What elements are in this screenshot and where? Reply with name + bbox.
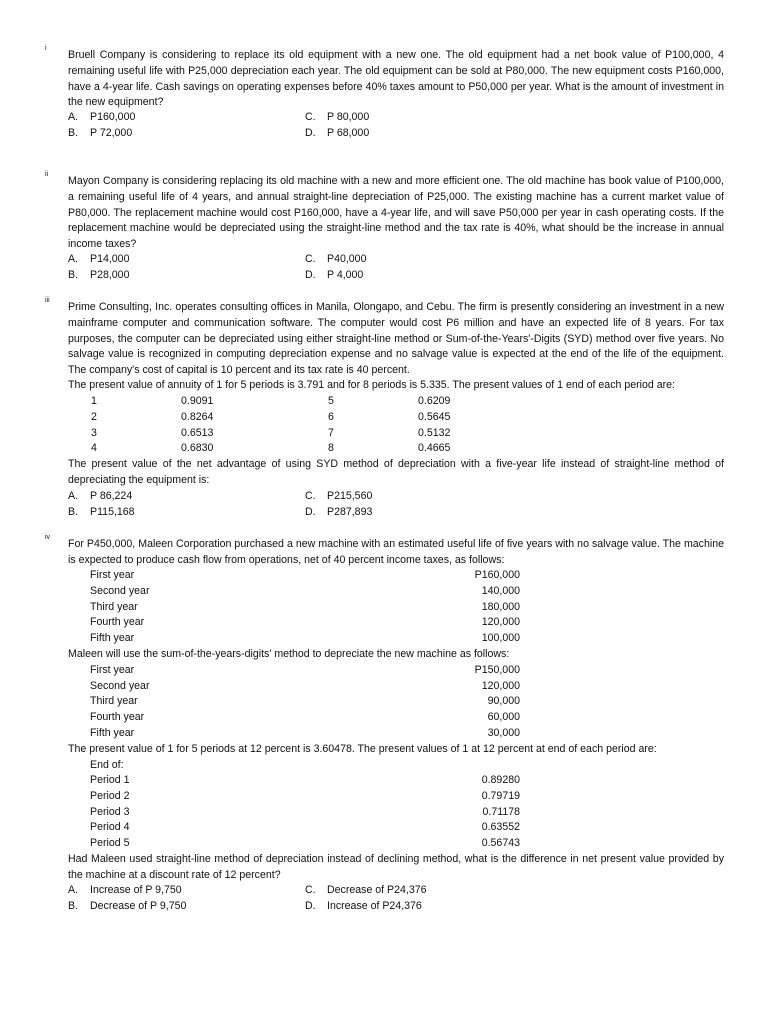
pv-table-period: 3 bbox=[91, 427, 97, 439]
depreciation-value: P150,000 bbox=[474, 664, 520, 676]
depreciation-label: Second year bbox=[90, 680, 150, 692]
question-number: iv bbox=[45, 534, 51, 541]
choice-text: P287,893 bbox=[327, 506, 373, 518]
pv-table-period: 7 bbox=[328, 427, 334, 439]
choice-letter: B. bbox=[68, 506, 79, 518]
question-prompt: Had Maleen used straight-line method of depreciation instead of declining method, what is the difference in net present value provided by the machine at a discount rate of 12 percent? bbox=[68, 853, 724, 881]
question-prompt: The present value of the net advantage of using SYD method of depreciation with a five-year life instead of straight-line method of depreciating the equipment is: bbox=[68, 458, 724, 486]
choice-d[interactable] bbox=[305, 126, 369, 142]
pv-table-value: 0.4665 bbox=[418, 442, 451, 454]
choice-a[interactable] bbox=[68, 110, 135, 126]
question-text: For P450,000, Maleen Corporation purchased a new machine with an estimated useful life of five years with no salvage value. The machine is expected to produce cash flow from operations, net of 40 percent income taxes, as follows: bbox=[68, 538, 724, 566]
choice-text: P 80,000 bbox=[327, 111, 370, 123]
period-value: 0.71178 bbox=[482, 806, 520, 818]
depreciation-value: 90,000 bbox=[487, 695, 520, 707]
period-label: Period 2 bbox=[90, 790, 130, 802]
choice-text: Decrease of P24,376 bbox=[327, 884, 427, 896]
choice-text: Increase of P24,376 bbox=[327, 900, 422, 912]
choice-text: P115,168 bbox=[90, 506, 135, 518]
syd-intro: Maleen will use the sum-of-the-years-digits' method to depreciate the new machine as follows: bbox=[68, 648, 510, 660]
depreciation-label: Third year bbox=[90, 695, 138, 707]
choice-letter: B. bbox=[68, 127, 79, 139]
choice-letter: D. bbox=[305, 506, 316, 518]
depreciation-label: First year bbox=[90, 664, 135, 676]
depreciation-value: 30,000 bbox=[487, 727, 520, 739]
choice-text: P14,000 bbox=[90, 253, 130, 265]
pv-table-period: 8 bbox=[328, 442, 334, 454]
choice-text: Decrease of P 9,750 bbox=[90, 900, 187, 912]
choice-text: P 4,000 bbox=[327, 269, 364, 281]
pv-table-period: 5 bbox=[328, 395, 334, 407]
pv-table-value: 0.5645 bbox=[418, 411, 451, 423]
pv-intro: The present value of 1 for 5 periods at 12 percent is 3.60478. The present values of 1 at 12 percent at end of each period are: bbox=[68, 743, 657, 755]
choice-a[interactable] bbox=[68, 489, 132, 505]
choice-c[interactable] bbox=[305, 252, 366, 268]
choice-d[interactable] bbox=[305, 505, 372, 521]
period-value: 0.89280 bbox=[481, 774, 520, 786]
period-label: Period 4 bbox=[90, 821, 130, 833]
choice-letter: A. bbox=[68, 111, 79, 123]
depreciation-label: Fifth year bbox=[90, 727, 135, 739]
choice-text: P 72,000 bbox=[90, 127, 133, 139]
depreciation-label: Fourth year bbox=[90, 711, 145, 723]
choice-b[interactable] bbox=[68, 268, 129, 284]
choice-text: P40,000 bbox=[327, 253, 367, 265]
choice-b[interactable] bbox=[68, 899, 186, 915]
cashflow-label: Second year bbox=[90, 585, 150, 597]
choice-letter: A. bbox=[68, 253, 79, 265]
choice-letter: C. bbox=[305, 884, 316, 896]
cashflow-label: First year bbox=[90, 569, 135, 581]
cashflow-value: 120,000 bbox=[481, 616, 520, 628]
choice-text: P28,000 bbox=[90, 269, 130, 281]
pv-table-period: 2 bbox=[91, 411, 97, 423]
cashflow-label: Fourth year bbox=[90, 616, 145, 628]
question-number: iii bbox=[45, 297, 50, 304]
choice-letter: B. bbox=[68, 269, 79, 281]
choice-letter: D. bbox=[305, 269, 316, 281]
choice-c[interactable] bbox=[305, 489, 372, 505]
choice-text: Increase of P 9,750 bbox=[90, 884, 182, 896]
period-value: 0.79719 bbox=[481, 790, 520, 802]
choice-letter: C. bbox=[305, 490, 316, 502]
depreciation-value: 60,000 bbox=[487, 711, 520, 723]
period-value: 0.63552 bbox=[481, 821, 520, 833]
choice-d[interactable] bbox=[305, 899, 422, 915]
choice-letter: D. bbox=[305, 900, 316, 912]
pv-table-value: 0.8264 bbox=[181, 411, 214, 423]
question-text: Mayon Company is considering replacing its old machine with a new and more efficient one. The old machine has book value of P100,000, a remaining useful life of 4 years, and annual straight-line depreciation of P25,000. The existing machine has a current market value of P80,000. The replacement machine would cost P160,000, have a 4-year life, and will save P50,000 per year in cash operating costs. If the replacement machine would be depreciated using the straight-line method and the tax rate is 40%, what should be the increase in annual income taxes? bbox=[68, 175, 724, 251]
question-text: Bruell Company is considering to replace its old equipment with a new one. The old equipment had a net book value of P100,000, 4 remaining useful life with P25,000 depreciation each year. The old equipment can be sold at P80,000. The new equipment costs P160,000, have a 4-year life. Cash savings on operating expenses before 40% taxes amount to P50,000 per year. What is the amount of investment in the new equipment? bbox=[68, 49, 724, 109]
choice-letter: B. bbox=[68, 900, 79, 912]
choice-letter: C. bbox=[305, 111, 316, 123]
end-of-label: End of: bbox=[90, 759, 124, 771]
choice-text: P215,560 bbox=[327, 490, 373, 502]
choice-d[interactable] bbox=[305, 268, 363, 284]
choice-c[interactable] bbox=[305, 110, 369, 126]
choice-letter: A. bbox=[68, 884, 79, 896]
cashflow-label: Third year bbox=[90, 601, 138, 613]
question-number: i bbox=[45, 45, 47, 52]
pv-table-period: 1 bbox=[91, 395, 97, 407]
pv-table-value: 0.6830 bbox=[181, 442, 214, 454]
pv-table-period: 6 bbox=[328, 411, 334, 423]
choice-c[interactable] bbox=[305, 883, 427, 899]
period-value: 0.56743 bbox=[481, 837, 520, 849]
cashflow-value: 100,000 bbox=[481, 632, 520, 644]
cashflow-value: 140,000 bbox=[481, 585, 520, 597]
choice-text: P 68,000 bbox=[327, 127, 370, 139]
depreciation-value: 120,000 bbox=[481, 680, 520, 692]
pv-table-value: 0.6209 bbox=[418, 395, 451, 407]
period-label: Period 3 bbox=[90, 806, 130, 818]
pv-table-value: 0.5132 bbox=[418, 427, 451, 439]
question-text: Prime Consulting, Inc. operates consulting offices in Manila, Olongapo, and Cebu. The firm is presently considering an investment in a new mainframe computer and communication software. The computer would cost P6 million and have an expected life of 8 years. For tax purposes, the computer can be depreciated using either straight-line method or Sum-of-the-Years'-Digits (SYD) method over five years. No salvage value is recognized in computing depreciation expense and no salvage value is expected at the end of the life of the equipment. The company's cost of capital is 10 percent and its tax rate is 40 percent. bbox=[68, 301, 724, 377]
question-number: ii bbox=[45, 171, 49, 178]
cashflow-value: P160,000 bbox=[474, 569, 520, 581]
choice-text: P 86,224 bbox=[90, 490, 133, 502]
pv-table-period: 4 bbox=[91, 442, 97, 454]
period-label: Period 5 bbox=[90, 837, 130, 849]
choice-letter: A. bbox=[68, 490, 79, 502]
choice-b[interactable] bbox=[68, 505, 135, 521]
cashflow-label: Fifth year bbox=[90, 632, 135, 644]
pv-table-value: 0.6513 bbox=[181, 427, 214, 439]
choice-text: P160,000 bbox=[90, 111, 136, 123]
annuity-info: The present value of annuity of 1 for 5 periods is 3.791 and for 8 periods is 5.335. The present values of 1 end of each period are: bbox=[68, 379, 675, 391]
period-label: Period 1 bbox=[90, 774, 130, 786]
choice-b[interactable] bbox=[68, 126, 132, 142]
cashflow-value: 180,000 bbox=[481, 601, 520, 613]
choice-a[interactable] bbox=[68, 252, 129, 268]
choice-letter: C. bbox=[305, 253, 316, 265]
choice-letter: D. bbox=[305, 127, 316, 139]
choice-a[interactable] bbox=[68, 883, 182, 899]
pv-table-value: 0.9091 bbox=[181, 395, 214, 407]
